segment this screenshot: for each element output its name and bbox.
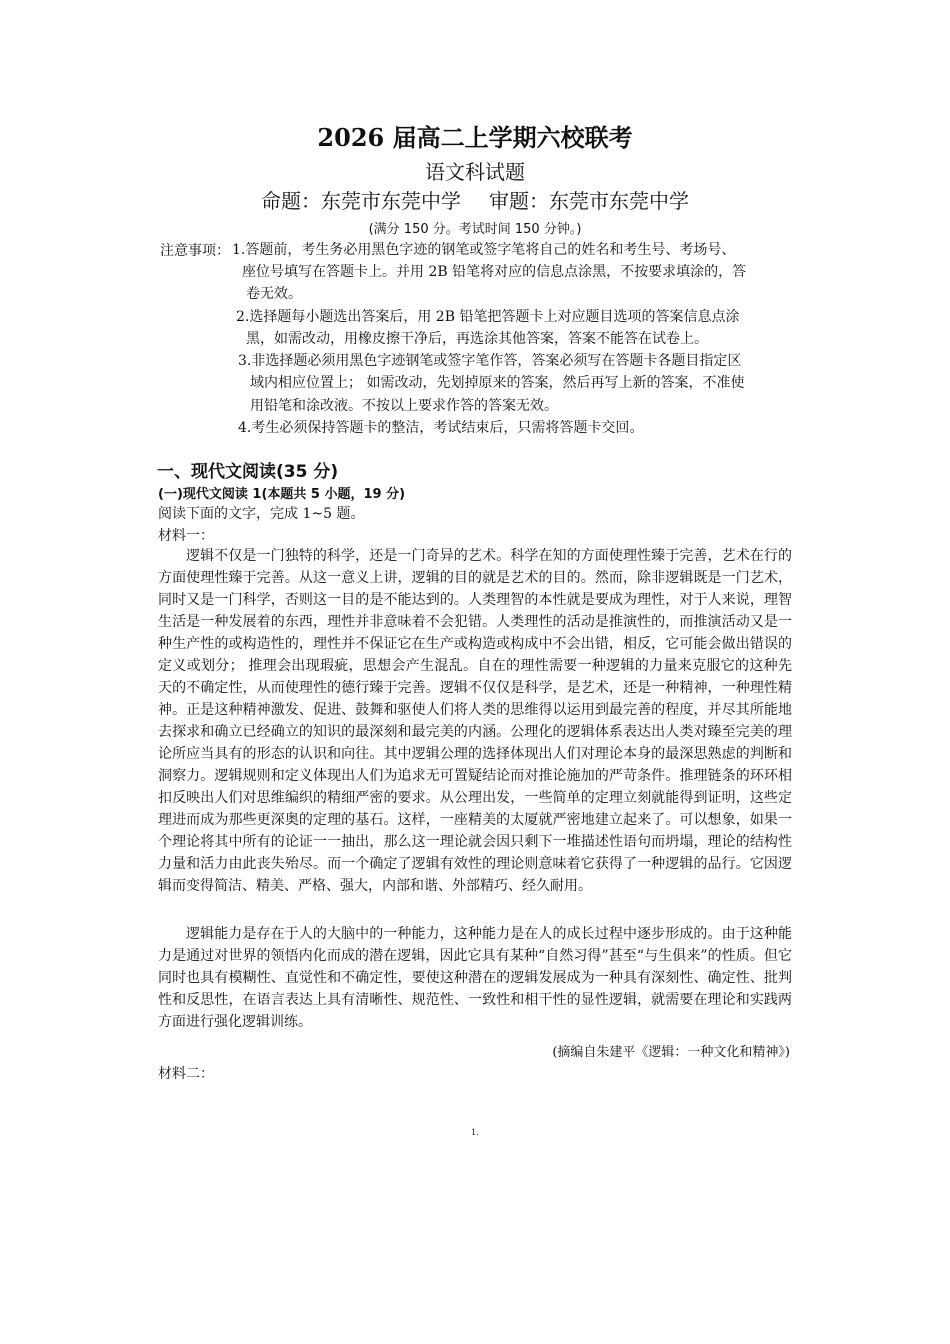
notice-line: 座位号填写在答题卡上。并用 2B 铅笔将对应的信息点涂黑，不按要求填涂的，答	[242, 264, 747, 280]
material-one-paragraph-1: 逻辑不仅是一门独特的科学，还是一门奇异的艺术。科学在知的方面使理性臻于完善，艺术在行的方面使理性臻于完善。从这一意义上讲，逻辑的目的就是艺术的目的。然而，除非逻辑既是一门艺术，同时又是一门科学，否则这一目的是不能达到的。人类理智的本性就是要成为理性，对于人来说，理智生活是一种发展着的东西，理性并非意味着不会犯错。人类理性的活动是推演性的，而推演活动又是一种生产性的或构造性的，理性并不保证它在生产或构造或构成中不会出错，相反，它可能会做出错误的定义或划分； 推理会出现瑕疵，思想会产生混乱。自在的理性需要一种逻辑的力量来克服它的这种先天的不确定性，从而使理性的德行臻于完善。逻辑不仅仅是科学，是艺术，还是一种精神，一种理性精神。正是这种精神激发、促进、鼓舞和驱使人们将人类的思维得以运用到最完善的程度，并尽其所能地去探求和确立已经确立的知识的最深刻和最完美的内涵。公理化的逻辑体系表达出人类对臻至完美的理论所应当具有的形态的认识和向往。其中逻辑公理的选择体现出人们对理论本身的最深思熟虑的判断和洞察力。逻辑规则和定义体现出人们为追求无可置疑结论而对推论施加的严苛条件。推理链条的环环相扣反映出人们对思维编织的精细严密的要求。从公理出发，一些简单的定理立刻就能得到证明，这些定理进而成为那些更深奥的定理的基石。这样，一座精美的太厦就严密地建立起来了。可以想象，如果一个理论将其中所有的论证一一抽出，那么这一理论就会因只剩下一堆描述性语句而坍塌，理论的结构性力量和活力由此丧失殆尽。而一个确定了逻辑有效性的理论则意味着它获得了一种逻辑的品行。它因逻辑而变得简洁、精美、严格、强大，内部和谐、外部精巧、经久耐用。	[158, 548, 792, 894]
material-one-paragraph-2: 逻辑能力是存在于人的大脑中的一种能力，这种能力是在人的成长过程中逐步形成的。由于这种能力是通过对世界的领悟内化而成的潜在逻辑，因此它具有某种“自然习得”甚至“与生俱来”的性质。但它同时也具有模糊性、直觉性和不确定性，要使这种潜在的逻辑发展成为一种具有深刻性、确定性、批判性和反思性，在语言表达上具有清晰性、规范性、一致性和相干性的显性逻辑，就需要在理论和实践两方面进行强化逻辑训练。	[158, 926, 792, 1030]
notice-line: 黑，如需改动，用橡皮擦干净后，再选涂其他答案，答案不能答在试卷上。	[246, 331, 708, 347]
notice-line: 2.选择题每小题选出答案后，用 2B 铅笔把答题卡上对应题目选项的答案信息点涂	[236, 309, 740, 325]
notice-line: 1.答题前，考生务必用黑色字迹的钢笔或签字笔将自己的姓名和考生号、考场号、	[232, 242, 736, 258]
setter-label: 命题：东莞市东莞中学	[261, 189, 461, 213]
exam-subject: 语文科试题	[425, 160, 525, 184]
section-subheading: (一)现代文阅读 1(本题共 5 小题，19 分)	[158, 487, 406, 502]
notice-line: 卷无效。	[246, 286, 302, 302]
exam-authors	[0, 185, 950, 214]
reading-instruction: 阅读下面的文字，完成 1~5 题。	[158, 506, 365, 522]
notice-line: 3.非选择题必须用黑色字迹钢笔或签字笔作答，答案必须写在答题卡各题目指定区	[238, 353, 742, 369]
notice-line: 域内相应位置上； 如需改动，先划掉原来的答案，然后再写上新的答案，不准使	[250, 375, 745, 391]
section-heading: 一、现代文阅读(35 分)	[157, 462, 339, 482]
notice-line: 用铅笔和涂改液。不按以上要求作答的答案无效。	[250, 398, 558, 414]
notice-line: 4.考生必须保持答题卡的整洁，考试结束后，只需将答题卡交回。	[238, 420, 644, 436]
source-citation: (摘编自朱建平《逻辑：一种文化和精神》)	[552, 1045, 790, 1060]
material-one-label: 材料一：	[158, 528, 214, 544]
score-note: (满分 150 分。考试时间 150 分钟。)	[368, 222, 582, 237]
material-two-label: 材料二：	[158, 1066, 214, 1082]
notice-label: 注意事项：	[160, 243, 230, 259]
exam-title: 2026 届高二上学期六校联考	[317, 123, 633, 152]
page-number: 1.	[471, 1128, 479, 1137]
reviewer-label: 审题：东莞市东莞中学	[489, 189, 689, 213]
